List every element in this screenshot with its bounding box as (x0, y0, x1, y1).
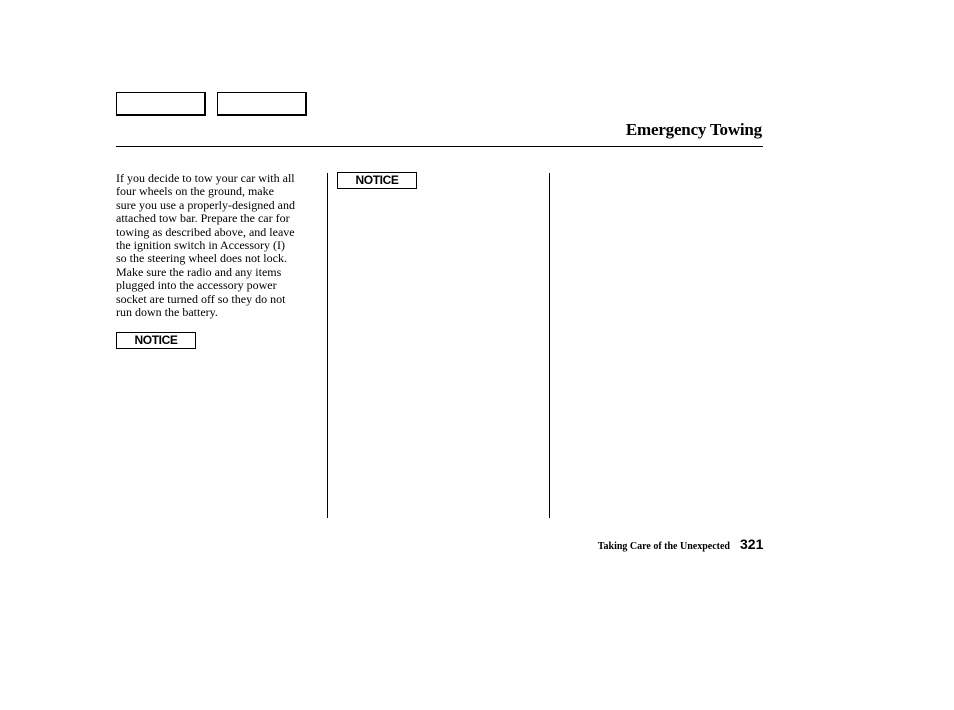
body-line: so the steering wheel does not lock. (116, 251, 287, 266)
body-line: sure you use a properly-designed and (116, 197, 295, 212)
column-divider (327, 173, 328, 518)
body-line: socket are turned off so they do not (116, 291, 286, 306)
previous-page-button[interactable] (116, 92, 206, 116)
page-title: Emergency Towing (625, 120, 762, 139)
body-line: four wheels on the ground, make (116, 184, 274, 199)
header-rule (116, 146, 763, 147)
notice-label: NOTICE (116, 332, 196, 349)
body-line: attached tow bar. Prepare the car for (116, 211, 290, 226)
column-divider (549, 173, 550, 518)
notice-label: NOTICE (337, 172, 417, 189)
footer-section-title: Taking Care of the Unexpected (597, 541, 730, 552)
body-line: towing as described above, and leave (116, 224, 295, 239)
body-paragraph (116, 172, 322, 319)
body-line: Make sure the radio and any items (116, 264, 282, 279)
body-line: the ignition switch in Accessory (I) (116, 238, 285, 253)
body-line: run down the battery. (116, 305, 218, 320)
next-page-button[interactable] (217, 92, 307, 116)
body-line: plugged into the accessory power (116, 278, 277, 293)
page-number: 321 (740, 536, 764, 552)
body-line: If you decide to tow your car with all (116, 171, 295, 185)
